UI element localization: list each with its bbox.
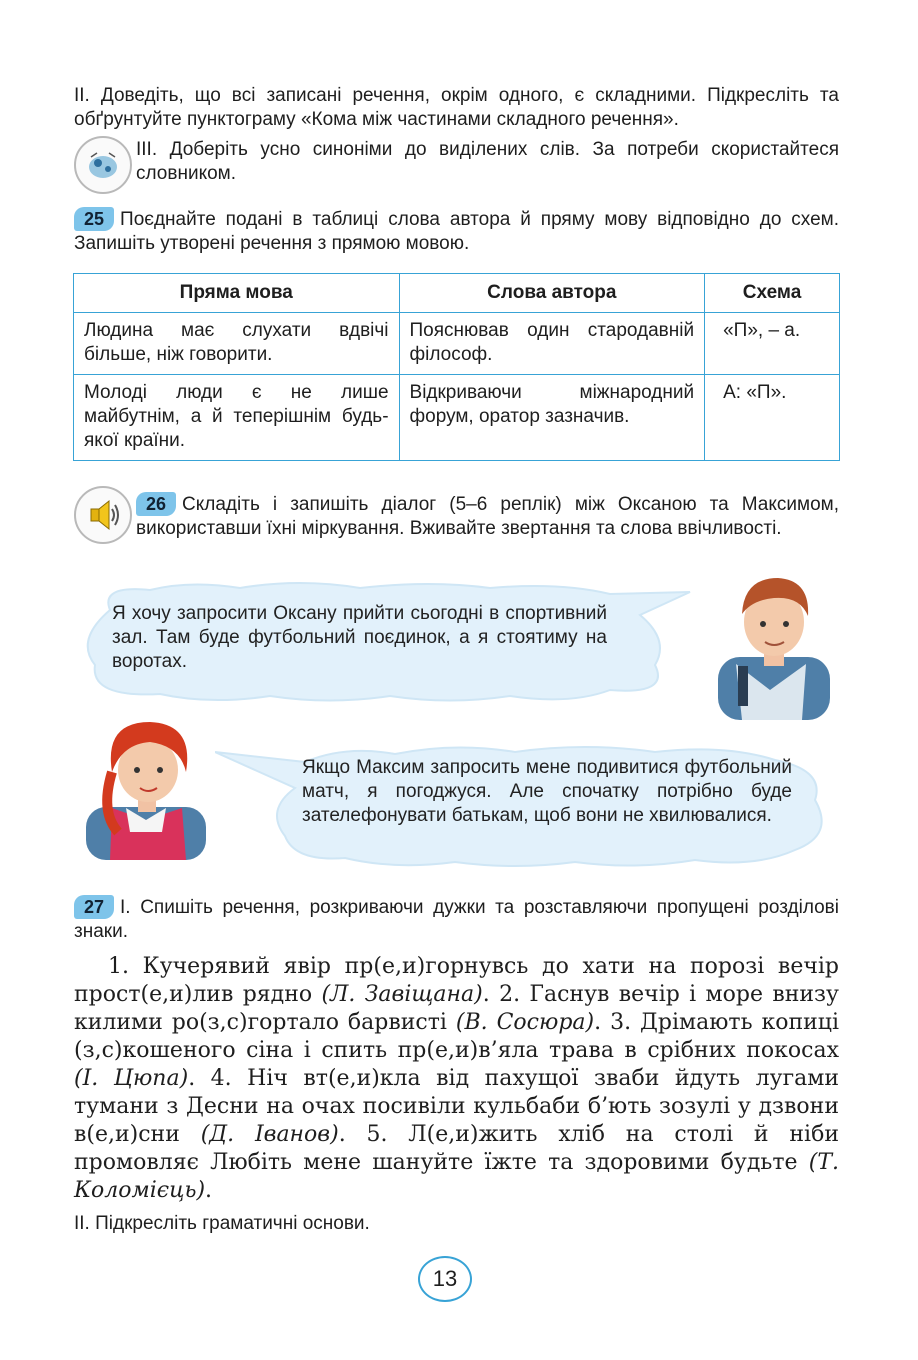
sentence-3: . 3. Дрімають копиці (з,с)кошеного сіна і спить пр(е,и)в’яла трава в срібних покосах	[74, 1010, 839, 1063]
table-cell: Людина має слухати вдвічі більше, ніж говорити.	[74, 313, 400, 375]
exercise-27-part-2: ІІ. Підкресліть граматичні основи.	[74, 1213, 370, 1234]
table-cell: «П», – а.	[705, 313, 840, 375]
sentence-end: .	[205, 1178, 213, 1203]
sentence-5: . 5. Л(е,и)жить хліб на столі й ніби промовляє Любіть мене шануйте їжте та здоровими будьте	[74, 1122, 839, 1175]
exercise-27-sentences	[74, 953, 839, 1205]
col-header: Слова автора	[399, 274, 705, 313]
sentence-1: 1. Кучерявий явір пр(е,и)горнувсь до хати на порозі вечір прост(е,и)лив рядно	[74, 954, 839, 1007]
exercise-text: І. Спишіть речення, розкриваючи дужки та розставляючи пропущені розділові знаки.	[74, 897, 839, 942]
exercise-27	[74, 895, 839, 944]
boy-maksym-illustration	[708, 572, 840, 720]
table-cell: Відкриваючи міжнародний форум, оратор зазначив.	[399, 375, 705, 461]
exercise-text: Складіть і запишіть діалог (5–6 реплік) між Оксаною та Максимом, використавши їхні міркування. Вживайте звертання та слова ввічливості.	[136, 494, 839, 539]
sentence-4: . 4. Ніч вт(е,и)кла від пахущої зваби йдуть лугами тумани з Десни на очах посивіли кульбаби б’ють зозулі у дзвони в(е,и)сни	[74, 1066, 839, 1147]
exercise-text: Поєднайте подані в таблиці слова автора й пряму мову відповідно до схем. Запишіть утворені речення з прямою мовою.	[74, 209, 839, 254]
page-number: 13	[418, 1256, 472, 1302]
dictionary-icon	[74, 136, 132, 194]
bubble-text-oksana: Якщо Максим запросить мене подивитися футбольний матч, я погоджуся. Але спочатку потрібно буде зателефонувати батькам, щоб вони не хвилювалися.	[302, 757, 792, 826]
exercise-25	[74, 207, 839, 256]
author-4: (Д. Іванов)	[200, 1122, 339, 1147]
author-2: (В. Сосюра)	[455, 1010, 595, 1035]
col-header: Пряма мова	[74, 274, 400, 313]
exercise-number: 27	[74, 895, 114, 919]
girl-oksana-illustration	[82, 712, 214, 860]
table-cell: Пояснював один стародавній філософ.	[399, 313, 705, 375]
exercise-25-table	[73, 273, 840, 461]
exercise-26	[136, 492, 839, 541]
task-part-3: ІІІ. Доберіть усно синоніми до виділених слів. За потреби скористайтеся словником.	[136, 139, 839, 184]
bubble-text-maksym: Я хочу запросити Оксану прийти сьогодні в спортивний зал. Там буде футбольний поєдинок, а я стоятиму на воротах.	[112, 603, 607, 672]
author-3: (І. Цюпа)	[74, 1066, 189, 1091]
exercise-number: 25	[74, 207, 114, 231]
col-header: Схема	[705, 274, 840, 313]
exercise-number: 26	[136, 492, 176, 516]
sentence-2: . 2. Гаснув вечір і море внизу килими ро(з,с)гортало барвисті	[74, 982, 839, 1035]
task-part-2: ІІ. Доведіть, що всі записані речення, окрім одного, є складними. Підкресліть та обґрунтуйте пунктограму «Кома між частинами складного речення».	[74, 85, 839, 130]
table-cell: Молоді люди є не лише майбутнім, а й теперішнім будь-якої країни.	[74, 375, 400, 461]
speaker-icon	[74, 486, 132, 544]
table-cell: А: «П».	[705, 375, 840, 461]
author-5: (Т. Коломієць)	[74, 1150, 839, 1203]
author-1: (Л. Завіщана)	[321, 982, 483, 1007]
